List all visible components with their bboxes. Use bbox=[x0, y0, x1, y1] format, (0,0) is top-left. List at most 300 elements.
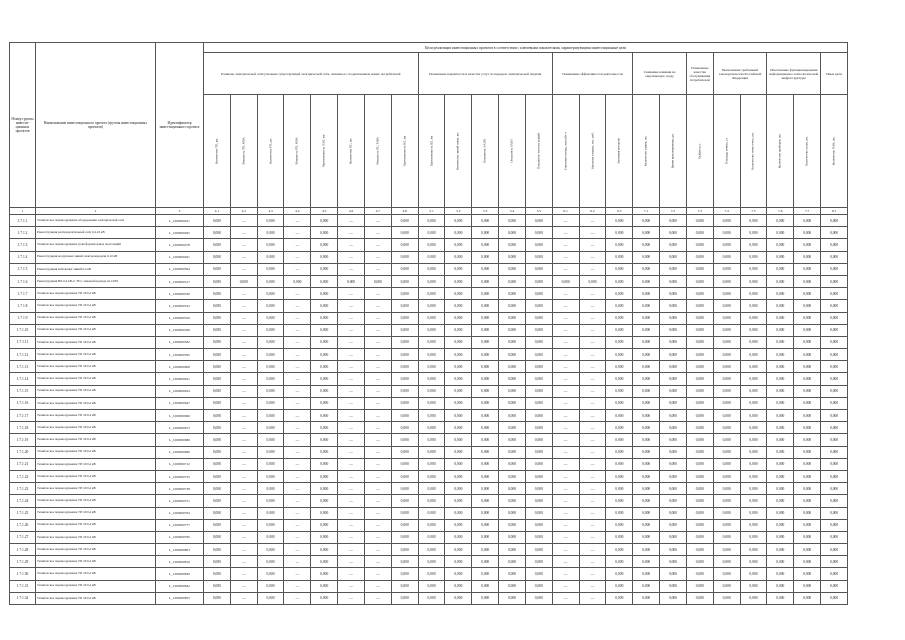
row-value: 0,000 bbox=[204, 361, 231, 373]
row-value: — bbox=[338, 568, 365, 580]
row-value: 0,000 bbox=[499, 495, 526, 507]
column-number: 4.5 bbox=[311, 208, 338, 215]
row-value: 0,000 bbox=[713, 251, 740, 263]
row-value: 0,000 bbox=[606, 263, 633, 275]
row-value: — bbox=[364, 531, 391, 543]
row-value: 0,000 bbox=[686, 556, 713, 568]
row-value: 0,000 bbox=[311, 507, 338, 519]
row-value: 0,000 bbox=[686, 592, 713, 604]
row-value: 0,000 bbox=[713, 458, 740, 470]
table-row bbox=[10, 336, 848, 348]
row-value: 0,000 bbox=[713, 385, 740, 397]
row-value: 0,000 bbox=[821, 288, 848, 300]
indicator-header bbox=[767, 95, 794, 208]
row-value: 0,000 bbox=[606, 324, 633, 336]
row-value: 0,000 bbox=[686, 458, 713, 470]
row-value: 0,000 bbox=[633, 300, 660, 312]
row-value: — bbox=[284, 288, 311, 300]
row-value: — bbox=[552, 385, 579, 397]
row-value: — bbox=[230, 410, 257, 422]
indicator-header bbox=[338, 95, 365, 208]
row-value: 0,000 bbox=[686, 275, 713, 287]
row-value: 0,000 bbox=[391, 324, 418, 336]
row-project-name: Техническое перевооружение ТП 10/0,4 кВ bbox=[36, 349, 156, 361]
row-value: — bbox=[579, 263, 606, 275]
row-value: — bbox=[552, 458, 579, 470]
row-value: 0,000 bbox=[794, 263, 821, 275]
column-number: 5.1 bbox=[418, 208, 445, 215]
row-project-name: Реконструкция воздушных линий электропередачи 6-10 кВ bbox=[36, 251, 156, 263]
row-value: 0,000 bbox=[740, 592, 767, 604]
row-value: 0,000 bbox=[204, 580, 231, 592]
row-value: 0,000 bbox=[633, 470, 660, 482]
row-value: 0,000 bbox=[257, 215, 284, 227]
row-value: 0,000 bbox=[525, 556, 552, 568]
row-value: 0,000 bbox=[418, 373, 445, 385]
row-value: 0,000 bbox=[821, 215, 848, 227]
row-value: 0,000 bbox=[633, 434, 660, 446]
row-value: 0,000 bbox=[311, 349, 338, 361]
row-value: — bbox=[552, 568, 579, 580]
row-value: — bbox=[230, 580, 257, 592]
row-project-id: L_1000000478 bbox=[156, 239, 204, 251]
row-value: — bbox=[230, 544, 257, 556]
row-value: 0,000 bbox=[525, 507, 552, 519]
row-value: — bbox=[364, 519, 391, 531]
table-header bbox=[10, 43, 848, 215]
row-value: 0,000 bbox=[472, 519, 499, 531]
row-value: 0,000 bbox=[606, 580, 633, 592]
row-value: 0,000 bbox=[257, 458, 284, 470]
row-value: 0,000 bbox=[418, 336, 445, 348]
row-value: 0,000 bbox=[740, 397, 767, 409]
row-value: — bbox=[338, 507, 365, 519]
row-value: — bbox=[338, 227, 365, 239]
row-value: 0,000 bbox=[418, 227, 445, 239]
row-value: 0,000 bbox=[525, 275, 552, 287]
column-number: 2 bbox=[36, 208, 156, 215]
row-value: — bbox=[579, 556, 606, 568]
row-value: — bbox=[284, 580, 311, 592]
row-value: 0,000 bbox=[257, 483, 284, 495]
row-value: 0,000 bbox=[686, 397, 713, 409]
row-value: 0,000 bbox=[740, 531, 767, 543]
row-value: — bbox=[579, 544, 606, 556]
row-value: 0,000 bbox=[499, 275, 526, 287]
indicator-header bbox=[633, 95, 660, 208]
row-value: 0,000 bbox=[713, 483, 740, 495]
row-project-id: L_1000000465 bbox=[156, 227, 204, 239]
table-row bbox=[10, 385, 848, 397]
row-number: 1.7.1.25 bbox=[10, 507, 36, 519]
row-project-id: L_1000000491 bbox=[156, 251, 204, 263]
row-value: 0,000 bbox=[499, 361, 526, 373]
indicator-header bbox=[794, 95, 821, 208]
row-value: 0,000 bbox=[525, 263, 552, 275]
row-value: 0,000 bbox=[686, 263, 713, 275]
row-value: 0,000 bbox=[257, 544, 284, 556]
row-value: 0,000 bbox=[633, 397, 660, 409]
row-value: 0,000 bbox=[472, 483, 499, 495]
row-value: 0,000 bbox=[204, 263, 231, 275]
row-value: 0,000 bbox=[660, 507, 687, 519]
row-value: 0,000 bbox=[311, 470, 338, 482]
row-value: — bbox=[364, 385, 391, 397]
row-value: 0,000 bbox=[204, 422, 231, 434]
row-value: 0,000 bbox=[391, 458, 418, 470]
row-value: 0,000 bbox=[472, 336, 499, 348]
row-project-name: Техническое перевооружение ТП 10/0,4 кВ bbox=[36, 568, 156, 580]
row-value: 0,000 bbox=[499, 288, 526, 300]
table-row bbox=[10, 349, 848, 361]
row-project-name: Техническое перевооружение трансформаторных подстанций bbox=[36, 239, 156, 251]
row-value: 0,000 bbox=[767, 288, 794, 300]
row-value: 0,000 bbox=[660, 568, 687, 580]
row-value: 0,000 bbox=[767, 312, 794, 324]
column-number: 5.2 bbox=[445, 208, 472, 215]
row-value: 0,000 bbox=[472, 227, 499, 239]
row-value: — bbox=[284, 568, 311, 580]
row-value: — bbox=[364, 470, 391, 482]
row-value: 0,000 bbox=[606, 239, 633, 251]
row-value: 0,000 bbox=[633, 227, 660, 239]
row-value: 0,000 bbox=[445, 227, 472, 239]
row-value: 0,000 bbox=[204, 495, 231, 507]
row-value: 0,000 bbox=[740, 349, 767, 361]
row-value: 0,000 bbox=[257, 324, 284, 336]
row-value: 0,000 bbox=[660, 373, 687, 385]
row-value: 0,000 bbox=[499, 397, 526, 409]
row-value: — bbox=[364, 458, 391, 470]
row-number: 1.7.1.21 bbox=[10, 458, 36, 470]
row-value: 0,000 bbox=[686, 422, 713, 434]
row-value: 0,000 bbox=[686, 507, 713, 519]
row-value: — bbox=[552, 312, 579, 324]
row-project-id: L_1000000634 bbox=[156, 385, 204, 397]
row-value: 0,000 bbox=[633, 568, 660, 580]
row-project-name: Техническое перевооружение ТП 10/0,4 кВ bbox=[36, 507, 156, 519]
column-number: 8.1 bbox=[821, 208, 848, 215]
row-value: 0,000 bbox=[740, 568, 767, 580]
row-value: 0,000 bbox=[204, 531, 231, 543]
indicator-header bbox=[686, 95, 713, 208]
row-value: — bbox=[579, 312, 606, 324]
row-value: 0,000 bbox=[686, 446, 713, 458]
row-value: 0,000 bbox=[525, 519, 552, 531]
row-value: 0,000 bbox=[686, 495, 713, 507]
row-value: 0,000 bbox=[606, 300, 633, 312]
row-value: 0,000 bbox=[445, 300, 472, 312]
indicator-header bbox=[821, 95, 848, 208]
row-value: 0,000 bbox=[418, 592, 445, 604]
row-value: — bbox=[364, 336, 391, 348]
row-value: — bbox=[364, 288, 391, 300]
indicator-header bbox=[740, 95, 767, 208]
row-value: — bbox=[230, 422, 257, 434]
row-number: 1.7.1.32 bbox=[10, 592, 36, 604]
row-value: 0,000 bbox=[606, 531, 633, 543]
row-value: — bbox=[230, 373, 257, 385]
row-value: 0,000 bbox=[660, 239, 687, 251]
row-value: 0,000 bbox=[686, 239, 713, 251]
row-value: — bbox=[338, 385, 365, 397]
row-project-name: Техническое перевооружение ТП 10/0,4 кВ bbox=[36, 361, 156, 373]
row-number: 1.7.1.28 bbox=[10, 544, 36, 556]
row-project-id: L_1000000803 bbox=[156, 544, 204, 556]
row-value: 0,000 bbox=[660, 483, 687, 495]
row-value: 0,000 bbox=[311, 324, 338, 336]
row-value: 0,000 bbox=[499, 446, 526, 458]
row-value: 0,000 bbox=[767, 410, 794, 422]
row-value: — bbox=[338, 239, 365, 251]
row-value: 0,000 bbox=[525, 446, 552, 458]
row-value: 0,000 bbox=[472, 385, 499, 397]
row-value: 0,000 bbox=[794, 519, 821, 531]
column-number: 7.3 bbox=[686, 208, 713, 215]
row-value: 0,000 bbox=[794, 385, 821, 397]
row-value: 0,000 bbox=[633, 373, 660, 385]
row-value: — bbox=[338, 580, 365, 592]
row-value: 0,000 bbox=[633, 215, 660, 227]
row-value: 0,000 bbox=[606, 288, 633, 300]
row-value: 0,000 bbox=[686, 251, 713, 263]
row-value: 0,000 bbox=[525, 592, 552, 604]
row-number: 1.7.1.16 bbox=[10, 397, 36, 409]
row-value: 0,000 bbox=[391, 483, 418, 495]
row-value: 0,000 bbox=[311, 519, 338, 531]
row-value: 0,000 bbox=[391, 531, 418, 543]
row-value: 0,000 bbox=[257, 568, 284, 580]
row-value: 0,000 bbox=[472, 263, 499, 275]
row-value: — bbox=[552, 263, 579, 275]
row-value: 0,000 bbox=[606, 483, 633, 495]
row-value: 0,000 bbox=[499, 300, 526, 312]
row-value: 0,000 bbox=[472, 422, 499, 434]
row-value: 0,000 bbox=[499, 592, 526, 604]
row-value: 0,000 bbox=[606, 336, 633, 348]
indicator-label: Количество линий связи, шт. bbox=[455, 132, 460, 170]
row-value: 0,000 bbox=[257, 239, 284, 251]
row-value: 0,000 bbox=[821, 349, 848, 361]
indicator-header bbox=[660, 95, 687, 208]
row-value: 0,000 bbox=[660, 458, 687, 470]
row-value: 0,000 bbox=[525, 312, 552, 324]
table-body bbox=[10, 215, 848, 605]
row-value: 0,000 bbox=[391, 361, 418, 373]
table-row bbox=[10, 531, 848, 543]
row-value: 0,000 bbox=[821, 519, 848, 531]
row-value: — bbox=[284, 385, 311, 397]
row-value: 0,000 bbox=[311, 556, 338, 568]
row-value: — bbox=[230, 239, 257, 251]
row-value: 0,000 bbox=[418, 568, 445, 580]
row-value: — bbox=[284, 458, 311, 470]
indicator-header bbox=[499, 95, 526, 208]
row-value: — bbox=[552, 361, 579, 373]
row-value: — bbox=[284, 215, 311, 227]
row-value: 0,000 bbox=[633, 592, 660, 604]
row-value: 0,000 bbox=[794, 458, 821, 470]
row-value: 0,000 bbox=[713, 275, 740, 287]
row-value: — bbox=[579, 458, 606, 470]
row-value: 0,000 bbox=[821, 239, 848, 251]
row-value: 0,000 bbox=[767, 275, 794, 287]
row-value: 0,000 bbox=[418, 422, 445, 434]
row-value: 0,000 bbox=[499, 556, 526, 568]
row-value: — bbox=[579, 580, 606, 592]
row-value: 0,000 bbox=[713, 300, 740, 312]
column-number: 6.1 bbox=[552, 208, 579, 215]
row-value: — bbox=[284, 507, 311, 519]
row-value: 0,000 bbox=[713, 324, 740, 336]
row-project-name: Техническое перевооружение ТП 10/0,4 кВ bbox=[36, 458, 156, 470]
row-value: 0,000 bbox=[472, 275, 499, 287]
row-project-name: Техническое перевооружение ТП 10/0,4 кВ bbox=[36, 519, 156, 531]
row-value: 0,000 bbox=[740, 312, 767, 324]
row-value: 0,000 bbox=[204, 385, 231, 397]
row-value: 0,000 bbox=[391, 397, 418, 409]
row-value: 0,000 bbox=[257, 385, 284, 397]
row-value: 0,000 bbox=[794, 251, 821, 263]
row-value: 0,000 bbox=[821, 373, 848, 385]
row-value: 0,000 bbox=[445, 385, 472, 397]
row-value: 0,000 bbox=[472, 470, 499, 482]
row-value: — bbox=[284, 434, 311, 446]
row-value: — bbox=[284, 556, 311, 568]
row-value: 0,000 bbox=[660, 531, 687, 543]
row-value: 0,000 bbox=[204, 470, 231, 482]
row-value: 0,000 bbox=[606, 215, 633, 227]
row-value: 0,000 bbox=[686, 349, 713, 361]
indicator-label: Площадь земель, га bbox=[723, 138, 728, 164]
row-value: 0,000 bbox=[418, 385, 445, 397]
row-value: 0,000 bbox=[633, 531, 660, 543]
row-value: 0,000 bbox=[472, 300, 499, 312]
row-value: 0,000 bbox=[713, 470, 740, 482]
row-value: — bbox=[338, 531, 365, 543]
row-value: 0,000 bbox=[204, 507, 231, 519]
row-number: 1.7.1.19 bbox=[10, 434, 36, 446]
row-value: 0,000 bbox=[525, 410, 552, 422]
row-value: 0,000 bbox=[391, 385, 418, 397]
row-project-id: L_1000000842 bbox=[156, 580, 204, 592]
row-value: 0,000 bbox=[821, 300, 848, 312]
column-number: 5.5 bbox=[525, 208, 552, 215]
row-value: 0,000 bbox=[525, 239, 552, 251]
row-value: 0,000 bbox=[633, 446, 660, 458]
indicator-label: Экономия ресурсов bbox=[616, 138, 621, 164]
row-value: 0,000 bbox=[257, 275, 284, 287]
row-value: 0,000 bbox=[391, 434, 418, 446]
row-value: 0,000 bbox=[740, 495, 767, 507]
row-value: 0,000 bbox=[257, 434, 284, 446]
row-value: 0,000 bbox=[794, 580, 821, 592]
row-value: — bbox=[552, 446, 579, 458]
row-value: 0,000 bbox=[606, 361, 633, 373]
row-value: — bbox=[338, 458, 365, 470]
row-project-id: L_1000000621 bbox=[156, 373, 204, 385]
row-value: 0,000 bbox=[660, 397, 687, 409]
row-value: 0,000 bbox=[311, 544, 338, 556]
row-value: — bbox=[230, 470, 257, 482]
row-value: 0,000 bbox=[311, 568, 338, 580]
goal-group-header: Снижение влияния на окружающую среду bbox=[633, 53, 687, 95]
row-value: 0,000 bbox=[445, 580, 472, 592]
row-value: — bbox=[230, 361, 257, 373]
row-value: 0,000 bbox=[713, 422, 740, 434]
row-number: 1.7.1.26 bbox=[10, 519, 36, 531]
row-value: 0,000 bbox=[686, 483, 713, 495]
row-value: 0,000 bbox=[606, 397, 633, 409]
row-value: 0,000 bbox=[821, 434, 848, 446]
row-value: 0,000 bbox=[633, 312, 660, 324]
row-value: 0,000 bbox=[794, 215, 821, 227]
row-value: — bbox=[338, 397, 365, 409]
row-value: 0,000 bbox=[740, 385, 767, 397]
row-value: 0,000 bbox=[633, 324, 660, 336]
row-value: 0,000 bbox=[418, 434, 445, 446]
row-value: 0,000 bbox=[821, 568, 848, 580]
row-number: 1.7.1.23 bbox=[10, 483, 36, 495]
indicator-label: Показатель SAIDI bbox=[482, 139, 487, 163]
row-value: 0,000 bbox=[499, 422, 526, 434]
row-value: 0,000 bbox=[606, 251, 633, 263]
row-value: 0,000 bbox=[660, 556, 687, 568]
row-value: — bbox=[364, 483, 391, 495]
row-value: — bbox=[284, 470, 311, 482]
row-value: — bbox=[364, 592, 391, 604]
row-value: 0,000 bbox=[204, 349, 231, 361]
row-value: 0,000 bbox=[660, 410, 687, 422]
row-value: — bbox=[552, 288, 579, 300]
row-value: 0,000 bbox=[740, 580, 767, 592]
row-value: 0,000 bbox=[257, 263, 284, 275]
row-value: 0,000 bbox=[660, 580, 687, 592]
row-value: — bbox=[284, 361, 311, 373]
row-project-id: L_1000000738 bbox=[156, 483, 204, 495]
row-value: 0,000 bbox=[499, 263, 526, 275]
row-value: 0,000 bbox=[418, 519, 445, 531]
indicator-label: Показатель частоты аварий bbox=[536, 133, 541, 169]
row-value: 0,000 bbox=[713, 227, 740, 239]
row-value: 0,000 bbox=[284, 275, 311, 287]
row-value: 0,000 bbox=[311, 336, 338, 348]
row-value: 0,000 bbox=[204, 556, 231, 568]
row-value: 0,000 bbox=[660, 592, 687, 604]
row-number: 1.7.1.12 bbox=[10, 349, 36, 361]
row-value: 0,000 bbox=[525, 324, 552, 336]
row-value: 0,000 bbox=[418, 483, 445, 495]
row-value: 0,000 bbox=[794, 324, 821, 336]
row-value: — bbox=[230, 251, 257, 263]
row-project-name: Техническое перевооружение ТП 10/0,4 кВ bbox=[36, 434, 156, 446]
table-row bbox=[10, 568, 848, 580]
row-project-name: Техническое перевооружение ТП 10/0,4 кВ bbox=[36, 385, 156, 397]
row-value: 0,000 bbox=[686, 361, 713, 373]
indicator-label: Количество точек учета, шт. bbox=[750, 132, 755, 170]
row-value: 0,000 bbox=[204, 483, 231, 495]
row-project-id: L_1000000530 bbox=[156, 288, 204, 300]
row-value: 0,000 bbox=[633, 288, 660, 300]
row-value: 0,000 bbox=[418, 495, 445, 507]
row-project-id: L_1000000504 bbox=[156, 263, 204, 275]
row-value: 0,000 bbox=[767, 422, 794, 434]
row-value: 0,000 bbox=[418, 300, 445, 312]
indicator-label: Показатель SAIFI bbox=[509, 139, 514, 163]
row-value: — bbox=[364, 410, 391, 422]
row-value: — bbox=[338, 470, 365, 482]
row-value: 0,000 bbox=[686, 312, 713, 324]
